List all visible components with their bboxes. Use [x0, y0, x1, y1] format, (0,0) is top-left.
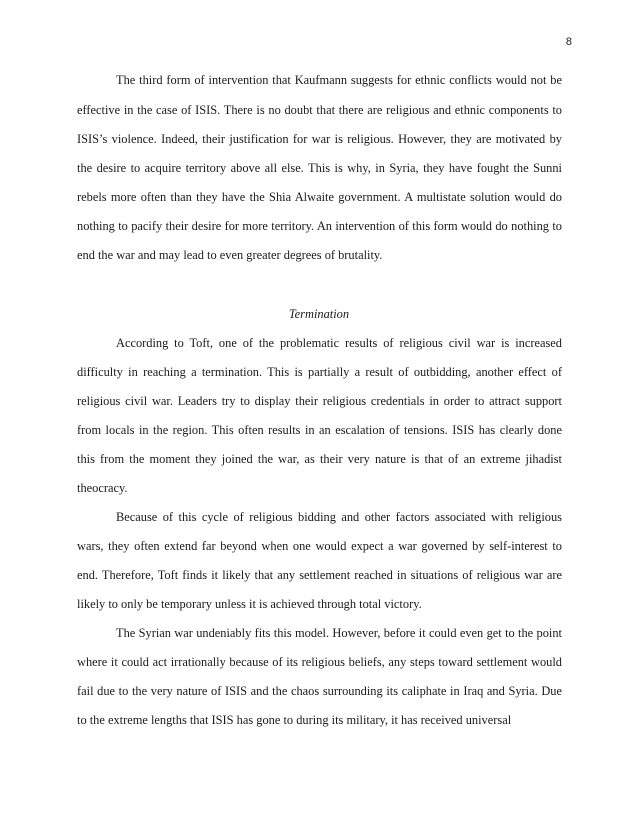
- text-line: religious civil war. Leaders try to display their religious credentials in order to attract support: [77, 394, 562, 408]
- text-line: The third form of intervention that Kaufmann suggests for ethnic conflicts would not be: [116, 73, 562, 87]
- page-number: 8: [565, 36, 572, 48]
- text-line: According to Toft, one of the problematic results of religious civil war is increased: [116, 336, 562, 350]
- text-line: this from the moment they joined the war, as their very nature is that of an extreme jihadist: [77, 452, 562, 466]
- text-line: to the extreme lengths that ISIS has gone to during its military, it has received universal: [77, 713, 512, 727]
- text-line: Because of this cycle of religious bidding and other factors associated with religious: [116, 510, 562, 524]
- text-line: likely to only be temporary unless it is achieved through total victory.: [77, 597, 422, 611]
- section-heading: Termination: [288, 307, 350, 321]
- text-line: the desire to acquire territory above all else. This is why, in Syria, they have fought the Sunni: [77, 161, 562, 175]
- text-line: where it could act irrationally because of its religious beliefs, any steps toward settlement would: [77, 655, 562, 669]
- text-line: rebels more often than they have the Shia Alwaite government. A multistate solution would do: [77, 190, 562, 204]
- text-line: fail due to the very nature of ISIS and the chaos surrounding its caliphate in Iraq and Syria. Due: [77, 684, 562, 698]
- text-line: difficulty in reaching a termination. This is partially a result of outbidding, another effect of: [77, 365, 562, 379]
- text-line: theocracy.: [77, 481, 128, 495]
- text-line: end. Therefore, Toft finds it likely that any settlement reached in situations of religious war are: [77, 568, 562, 582]
- text-line: ISIS’s violence. Indeed, their justification for war is religious. However, they are motivated by: [77, 132, 562, 146]
- text-line: effective in the case of ISIS. There is no doubt that there are religious and ethnic components to: [77, 103, 562, 117]
- text-line: end the war and may lead to even greater degrees of brutality.: [77, 248, 383, 262]
- text-line: from locals in the region. This often results in an escalation of tensions. ISIS has clearly done: [77, 423, 562, 437]
- text-line: nothing to pacify their desire for more territory. An intervention of this form would do nothing to: [77, 219, 562, 233]
- text-line: wars, they often extend far beyond when one would expect a war governed by self-interest to: [77, 539, 562, 553]
- text-line: The Syrian war undeniably fits this model. However, before it could even get to the point: [116, 626, 562, 640]
